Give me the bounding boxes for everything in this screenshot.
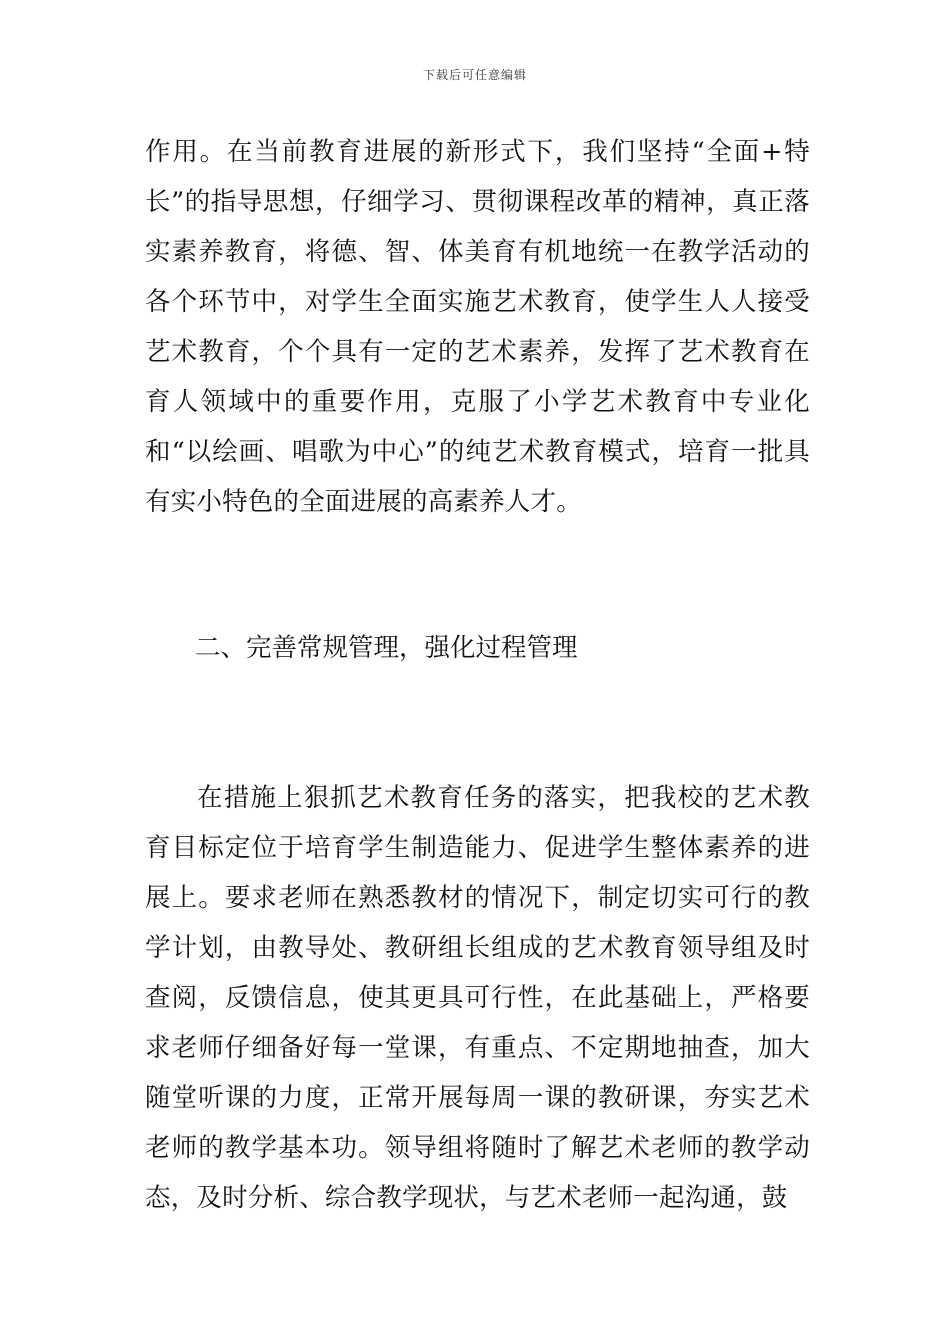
header-note: 下载后可任意编辑 (422, 68, 527, 82)
paragraph-continuation: 作用。在当前教育进展的新形式下，我们坚持“全面+特长”的指导思想，仔细学习、贯彻课程改革的精神，真正落实素养教育，将德、智、体美育有机地统一在教学活动的各个环节中，对学生全面实施艺术教育，使学生人人接受艺术教育，个个具有一定的艺术素养，发挥了艺术教育在育人领域中的重要作用，克服了小学艺术教育中专业化和“以绘画、唱歌为中心”的纯艺术教育模式，培育一批具有实小特色的全面进展的高素养人才。 (145, 137, 810, 517)
section-paragraph: 在措施上狠抓艺术教育任务的落实，把我校的艺术教育目标定位于培育学生制造能力、促进学生整体素养的进展上。要求老师在熟悉教材的情况下，制定切实可行的教学计划，由教导处、教研组长组成的艺术教育领导组及时查阅，反馈信息，使其更具可行性，在此基础上，严格要求老师仔细备好每一堂课，有重点、不定期地抽查，加大随堂听课的力度，正常开展每周一课的教研课，夯实艺术老师的教学基本功。领导组将随时了解艺术老师的教学动态，及时分析、综合教学现状，与艺术老师一起沟通，鼓 (145, 783, 810, 1213)
section-heading: 二、完善常规管理，强化过程管理 (195, 633, 578, 663)
